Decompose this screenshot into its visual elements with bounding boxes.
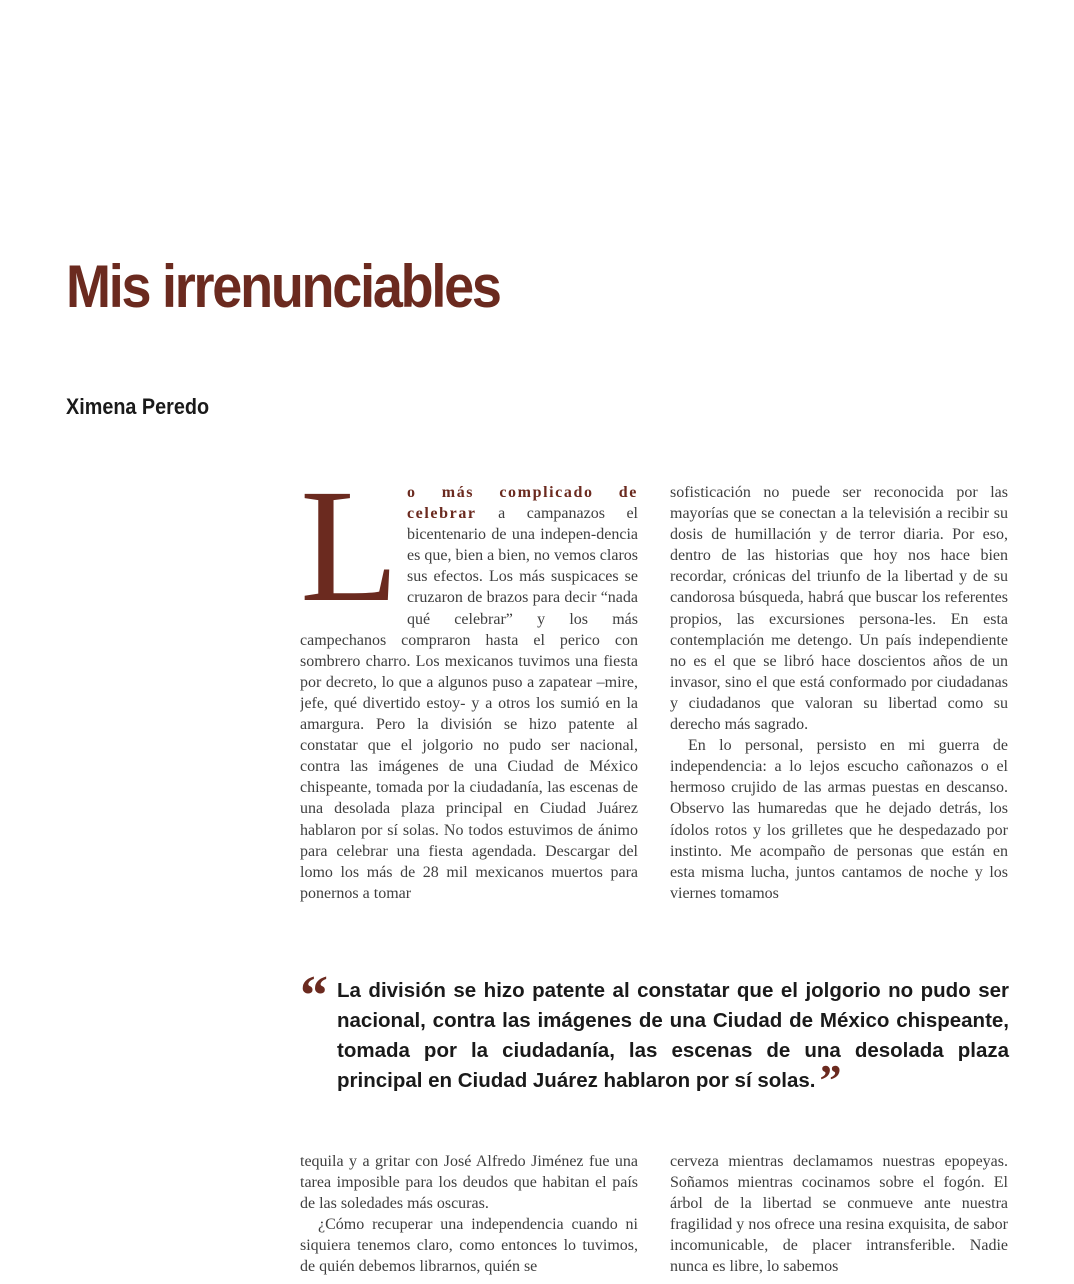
paragraph: En lo personal, persisto en mi guerra de independencia: a lo lejos escucho cañonazos o el hermoso crujido de las armas puestas en descanso. Observo las humaredas que he dejado detrás, los ídolos rotos y los grilletes que he despedazado por instinto. Me acompaño de personas que están en esta misma lucha, juntos cantamos de noche y los viernes tomamos <box>670 737 1008 902</box>
body-column-4 <box>670 1151 1008 1284</box>
body-column-2 <box>670 482 1008 924</box>
article-title: Mis irrenunciables <box>66 253 500 320</box>
author-byline: Ximena Peredo <box>66 394 210 419</box>
pull-quote-block <box>337 976 1009 1105</box>
paragraph: tequila y a gritar con José Alfredo Jiménez fue una tarea imposible para los deudos que habitan el país de las soledades más oscuras. <box>300 1153 638 1213</box>
drop-cap: L <box>300 482 399 636</box>
open-quote-mark: “ <box>300 965 328 1027</box>
body-column-1 <box>300 482 638 924</box>
opening-paragraph <box>300 482 638 904</box>
paragraph: sofisticación no puede ser reconocida por las mayorías que se conectan a la televisión a recibir su dosis de humillación y de terror diaria. Por eso, dentro de las historias que hoy nos hace bien recordar, crónicas del triunfo de la libertad y de su candorosa búsqueda, habrá que buscar los referentes propios, las excursiones persona-les. En esta contemplación me detengo. Un país independiente no es el que se libró hace doscientos años de un invasor, sino el que está conformado por ciudadanas y ciudadanos que valoran su libertad como su derecho más sagrado. <box>670 484 1008 734</box>
pull-quote-text: La división se hizo patente al constatar que el jolgorio no pudo ser nacional, contra las imágenes de una Ciudad de México chispeante, tomada por la ciudadanía, las escenas de una desolada plaza principal en Ciudad Juárez hablaron por sí solas. <box>337 979 1009 1092</box>
lead-in: o más complicado de celebrar <box>406 484 638 523</box>
opening-text: a campanazos el bicentenario de una indepen-dencia es que, bien a bien, no vemos claros sus efectos. Los más suspicaces se cruzaron de brazos para decir “nada qué celebrar” y los más campechanos compraron hasta el perico con sombrero charro. Los mexicanos tuvimos una fiesta por decreto, lo que a algunos puso a zapatear –mire, jefe, qué divertido estoy- y a otros los sumió en la amargura. Pero la división se hizo patente al constatar que el jolgorio no pudo ser nacional, contra las imágenes de una Ciudad de México chispeante, tomada por la ciudadanía, las escenas de una desolada plaza principal en Ciudad Juárez hablaron por sí solas. No todos estuvimos de ánimo para celebrar una fiesta agendada. Descargar del lomo los más de 28 mil mexicanos muertos para ponernos a tomar <box>300 505 638 902</box>
pull-quote <box>300 965 1010 1105</box>
close-quote-mark: ” <box>819 1056 842 1105</box>
paragraph: ¿Cómo recuperar una independencia cuando ni siquiera tenemos claro, como entonces lo tuvimos, de quién debemos librarnos, quién se <box>300 1216 638 1276</box>
paragraph: cerveza mientras declamamos nuestras epopeyas. Soñamos mientras cocinamos sobre el fogón. El árbol de la libertad se conmueve ante nuestra fragilidad y nos ofrece una resina exquisita, de sabor incomunicable, de placer intransferible. Nadie nunca es libre, lo sabemos <box>670 1153 1008 1276</box>
body-column-3 <box>300 1151 638 1284</box>
